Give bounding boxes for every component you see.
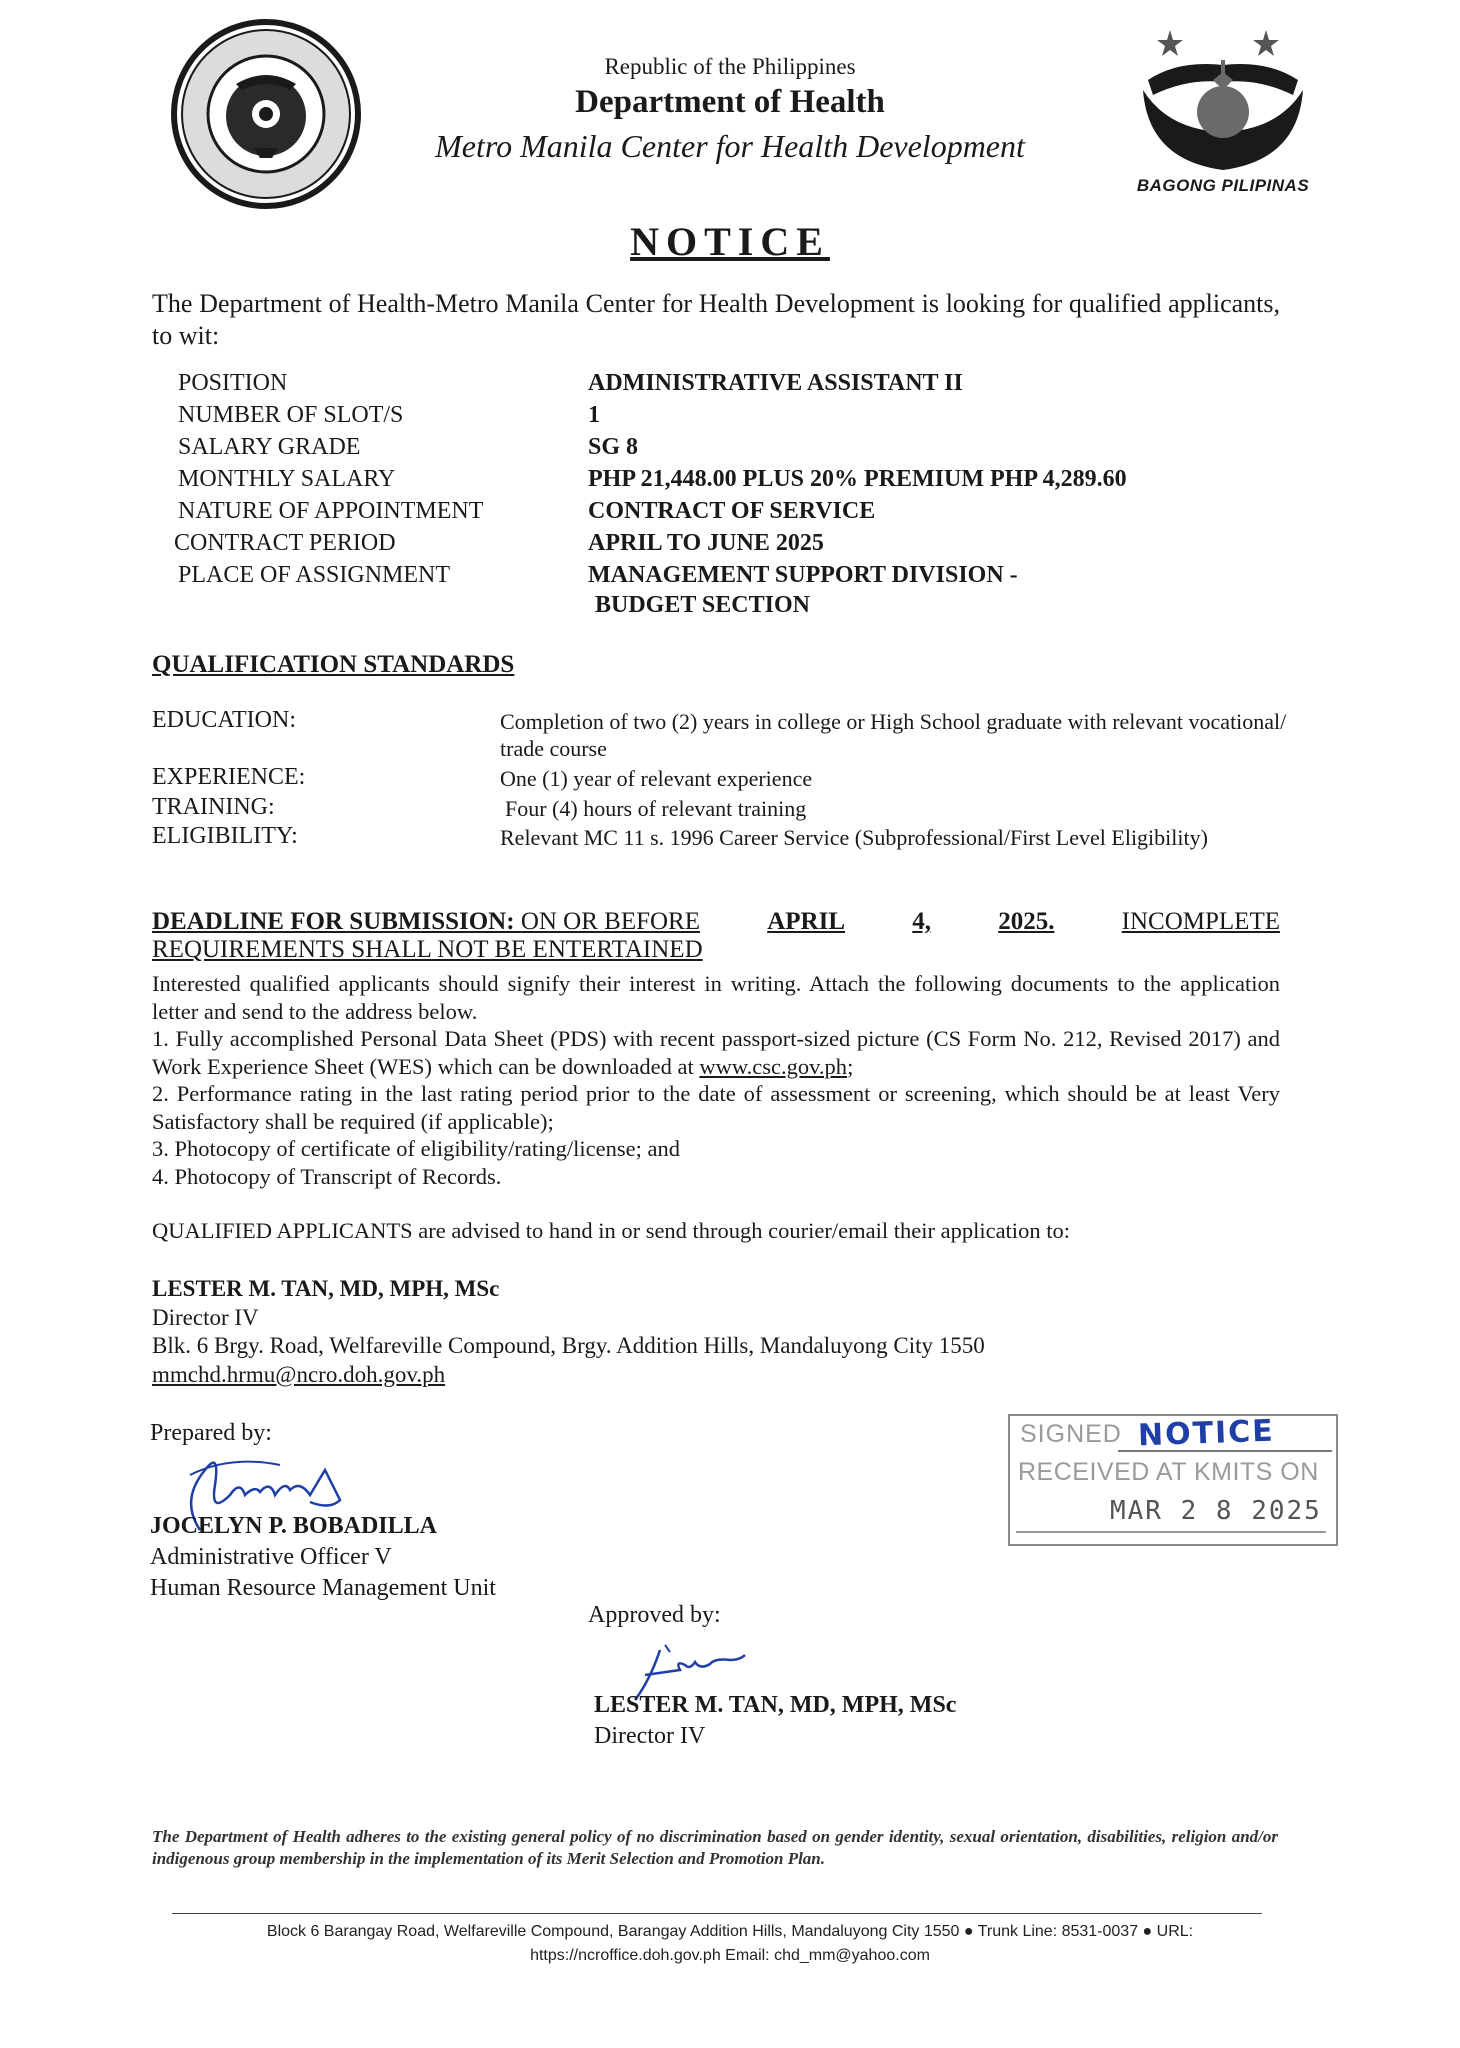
deadline-day: 4,	[912, 908, 931, 935]
footer-divider	[172, 1913, 1262, 1914]
assignment-label: PLACE OF ASSIGNMENT	[178, 562, 451, 588]
requirements-intro: Interested qualified applicants should signify their interest in writing. Attach the following documents to the application letter and send to the address below.	[152, 971, 1280, 1024]
approved-name: LESTER M. TAN, MD, MPH, MSc	[594, 1692, 957, 1718]
stamp-handwritten-notice: NOTICE	[1137, 1413, 1276, 1454]
experience-label: EXPERIENCE:	[152, 764, 306, 790]
prepared-position: Administrative Officer V	[150, 1544, 392, 1570]
approved-position: Director IV	[594, 1723, 706, 1749]
deadline-year: 2025.	[998, 908, 1055, 935]
stamp-date: MAR 2 8 2025	[1110, 1496, 1322, 1526]
salary-grade-label: SALARY GRADE	[178, 434, 361, 460]
requirement-item-1: 1. Fully accomplished Personal Data Sheet (PDS) with recent passport-sized picture (CS Form No. 212, Revised 2017) and Work Experience Sheet (WES) which can be downloaded at www.csc.gov.ph;	[152, 1026, 1280, 1079]
education-label: EDUCATION:	[152, 707, 296, 733]
deadline-on-or-before: ON OR BEFORE	[520, 908, 700, 935]
prepared-unit: Human Resource Management Unit	[150, 1575, 496, 1601]
experience-value: One (1) year of relevant experience	[500, 766, 813, 791]
department-heading: Department of Health	[575, 84, 885, 120]
eligibility-value: Relevant MC 11 s. 1996 Career Service (Subprofessional/First Level Eligibility)	[500, 825, 1208, 850]
contract-period-value: APRIL TO JUNE 2025	[588, 530, 824, 556]
footer-line2: https://ncroffice.doh.gov.ph Email: chd_mm@yahoo.com	[530, 1947, 930, 1964]
sender-address: Blk. 6 Brgy. Road, Welfareville Compound, Brgy. Addition Hills, Mandaluyong City 1550	[152, 1333, 985, 1358]
salary-grade-value: SG 8	[588, 434, 639, 460]
notice-title: NOTICE	[630, 219, 830, 264]
requirement-item-3: 3. Photocopy of certificate of eligibility/rating/license; and	[152, 1136, 680, 1161]
monthly-salary-value: PHP 21,448.00 PLUS 20% PREMIUM PHP 4,289.60	[588, 466, 1127, 492]
monthly-salary-label: MONTHLY SALARY	[178, 466, 396, 492]
sender-email-link[interactable]: mmchd.hrmu@ncro.doh.gov.ph	[152, 1361, 446, 1387]
assignment-value: MANAGEMENT SUPPORT DIVISION -	[588, 562, 1018, 588]
non-discrimination-policy: The Department of Health adheres to the existing general policy of no discrimination based on gender identity, sexual orientation, disabilities, religion and/or indigenous group membership in the implementation of its Merit Selection and Promotion Plan.	[152, 1827, 1278, 1868]
stamp-received-label: RECEIVED AT KMITS ON	[1018, 1458, 1319, 1486]
approved-block	[594, 1690, 956, 1752]
stamp-signed-label: SIGNED	[1020, 1420, 1122, 1448]
prepared-name: JOCELYN P. BOBADILLA	[150, 1513, 437, 1539]
footer-line1: Block 6 Barangay Road, Welfareville Compound, Barangay Addition Hills, Mandaluyong City 1550 ● Trunk Line: 8531-0037 ● URL:	[266, 1923, 1194, 1940]
center-heading: Metro Manila Center for Health Development	[435, 128, 1025, 164]
prepared-by-label: Prepared by:	[150, 1420, 272, 1446]
deadline-incomplete: INCOMPLETE	[1121, 908, 1280, 935]
csc-link[interactable]: www.csc.gov.ph	[699, 1053, 848, 1079]
sender-position: Director IV	[152, 1304, 259, 1330]
requirement-item-2: 2. Performance rating in the last rating period prior to the date of assessment or screening, which should be at least Very Satisfactory shall be required (if applicable);	[152, 1081, 1280, 1134]
slots-value: 1	[588, 402, 600, 428]
bagong-pilipinas-caption: BAGONG PILIPINAS	[1136, 176, 1310, 195]
deadline-label: DEADLINE FOR SUBMISSION:	[152, 908, 515, 935]
bagong-pilipinas-logo	[1118, 20, 1328, 200]
advise-text: QUALIFIED APPLICANTS are advised to hand in or send through courier/email their application to:	[152, 1218, 1070, 1243]
requirement-item-4: 4. Photocopy of Transcript of Records.	[152, 1163, 502, 1189]
footer-block	[180, 1920, 1280, 1968]
intro-paragraph: The Department of Health-Metro Manila Center for Health Development is looking for qualified applicants, to wit:	[152, 289, 1280, 350]
prepared-block	[150, 1511, 496, 1604]
training-value: Four (4) hours of relevant training	[505, 796, 807, 821]
republic-heading: Republic of the Philippines	[604, 54, 856, 79]
sender-block	[152, 1275, 985, 1389]
approved-by-label: Approved by:	[588, 1602, 721, 1628]
qualification-standards-title: QUALIFICATION STANDARDS	[152, 651, 515, 678]
received-stamp	[1008, 1414, 1338, 1546]
sender-name: LESTER M. TAN, MD, MPH, MSc	[152, 1276, 500, 1301]
eligibility-label: ELIGIBILITY:	[152, 823, 298, 849]
education-value: Completion of two (2) years in college or High School graduate with relevant vocational/ trade course	[500, 709, 1287, 761]
assignment-value-line2: BUDGET SECTION	[595, 592, 810, 618]
deadline-month: APRIL	[767, 908, 846, 935]
position-value: ADMINISTRATIVE ASSISTANT II	[588, 370, 963, 396]
position-label: POSITION	[178, 370, 288, 396]
appointment-label: NATURE OF APPOINTMENT	[178, 498, 484, 524]
contract-period-label: CONTRACT PERIOD	[174, 530, 396, 556]
slots-label: NUMBER OF SLOT/S	[178, 402, 404, 428]
requirements-block	[152, 970, 1280, 1190]
appointment-value: CONTRACT OF SERVICE	[588, 498, 876, 524]
training-label: TRAINING:	[152, 794, 275, 820]
deadline-block	[152, 908, 1280, 964]
deadline-line2: REQUIREMENTS SHALL NOT BE ENTERTAINED	[152, 936, 703, 963]
